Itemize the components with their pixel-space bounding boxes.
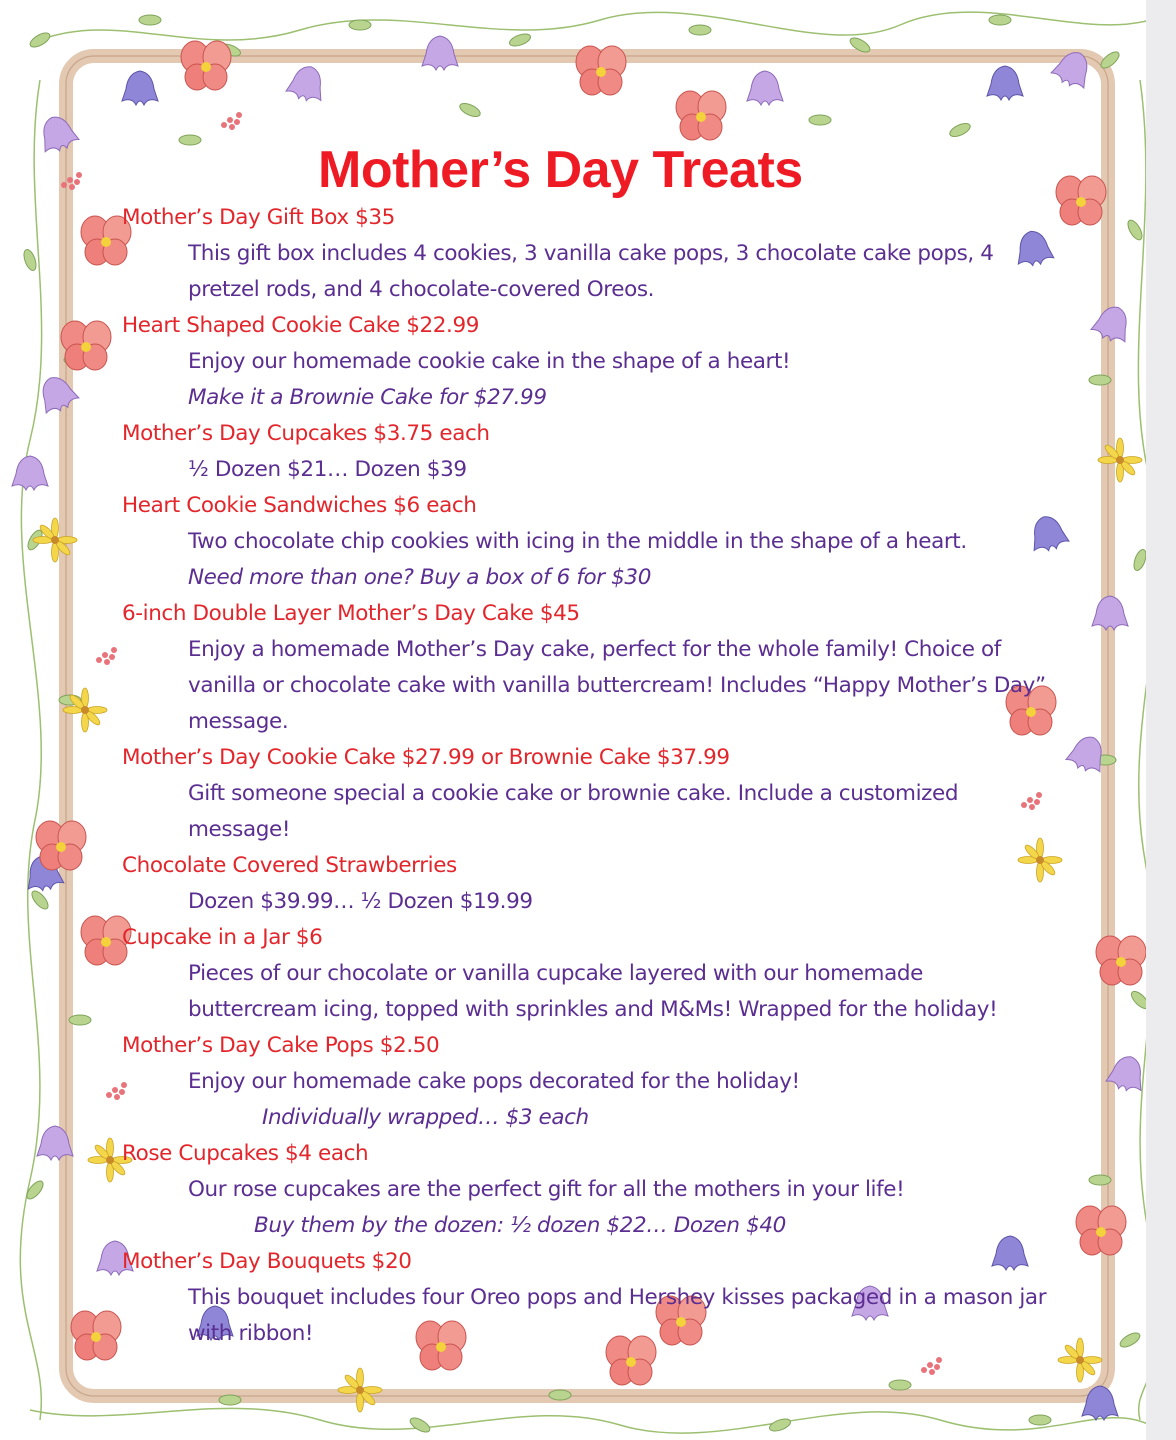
item-name: Mother’s Day Cake Pops $2.50 xyxy=(122,1033,440,1058)
item-description: Our rose cupcakes are the perfect gift for all the mothers in your life! xyxy=(188,1177,905,1202)
menu-item-cookie-sandwiches xyxy=(122,488,1052,596)
page-title: Mother’s Day Treats xyxy=(318,141,803,199)
item-description: Pieces of our chocolate or vanilla cupcake layered with our homemade buttercream icing, topped with sprinkles and M&Ms! Wrapped for the holiday! xyxy=(188,961,998,1022)
item-name: Mother’s Day Cookie Cake $27.99 or Brownie Cake $37.99 xyxy=(122,745,730,770)
item-description: Enjoy a homemade Mother’s Day cake, perfect for the whole family! Choice of vanilla or chocolate cake with vanilla buttercream! Includes “Happy Mother’s Day” message. xyxy=(188,637,1046,734)
menu-item-cupcake-jar xyxy=(122,920,1052,1028)
item-note: Need more than one? Buy a box of 6 for $30 xyxy=(188,565,651,590)
menu-item-cupcakes xyxy=(122,416,1052,488)
item-description: Dozen $39.99… ½ Dozen $19.99 xyxy=(188,889,533,914)
menu-list xyxy=(122,200,1052,1352)
item-name: Mother’s Day Cupcakes $3.75 each xyxy=(122,421,490,446)
item-description: Enjoy our homemade cake pops decorated for the holiday! xyxy=(188,1069,800,1094)
item-name: Heart Cookie Sandwiches $6 each xyxy=(122,493,477,518)
item-description: This gift box includes 4 cookies, 3 vanilla cake pops, 3 chocolate cake pops, 4 pretzel rods, and 4 chocolate-covered Oreos. xyxy=(188,241,994,302)
right-edge-strip xyxy=(1146,0,1176,1440)
menu-item-strawberries xyxy=(122,848,1052,920)
item-description: ½ Dozen $21… Dozen $39 xyxy=(188,457,467,482)
item-note: Individually wrapped… $3 each xyxy=(262,1105,589,1130)
item-note: Buy them by the dozen: ½ dozen $22… Dozen $40 xyxy=(254,1213,786,1238)
menu-item-bouquets xyxy=(122,1244,1052,1352)
item-name: Mother’s Day Gift Box $35 xyxy=(122,205,395,230)
menu-item-layer-cake xyxy=(122,596,1052,740)
menu-item-gift-box xyxy=(122,200,1052,308)
menu-item-cookie-or-brownie-cake xyxy=(122,740,1052,848)
menu-item-rose-cupcakes xyxy=(122,1136,1052,1244)
item-name: Mother’s Day Bouquets $20 xyxy=(122,1249,412,1274)
item-description: Enjoy our homemade cookie cake in the shape of a heart! xyxy=(188,349,791,374)
item-description: Two chocolate chip cookies with icing in the middle in the shape of a heart. xyxy=(188,529,967,554)
item-name: Rose Cupcakes $4 each xyxy=(122,1141,369,1166)
item-description: Gift someone special a cookie cake or brownie cake. Include a customized message! xyxy=(188,781,959,842)
menu-item-heart-cookie-cake xyxy=(122,308,1052,416)
item-name: Cupcake in a Jar $6 xyxy=(122,925,323,950)
menu-item-cake-pops xyxy=(122,1028,1052,1136)
item-name: Chocolate Covered Strawberries xyxy=(122,853,457,878)
item-note: Make it a Brownie Cake for $27.99 xyxy=(188,385,547,410)
item-description: This bouquet includes four Oreo pops and Hershey kisses packaged in a mason jar with ribbon! xyxy=(188,1285,1047,1346)
item-name: 6-inch Double Layer Mother’s Day Cake $45 xyxy=(122,601,580,626)
item-name: Heart Shaped Cookie Cake $22.99 xyxy=(122,313,480,338)
